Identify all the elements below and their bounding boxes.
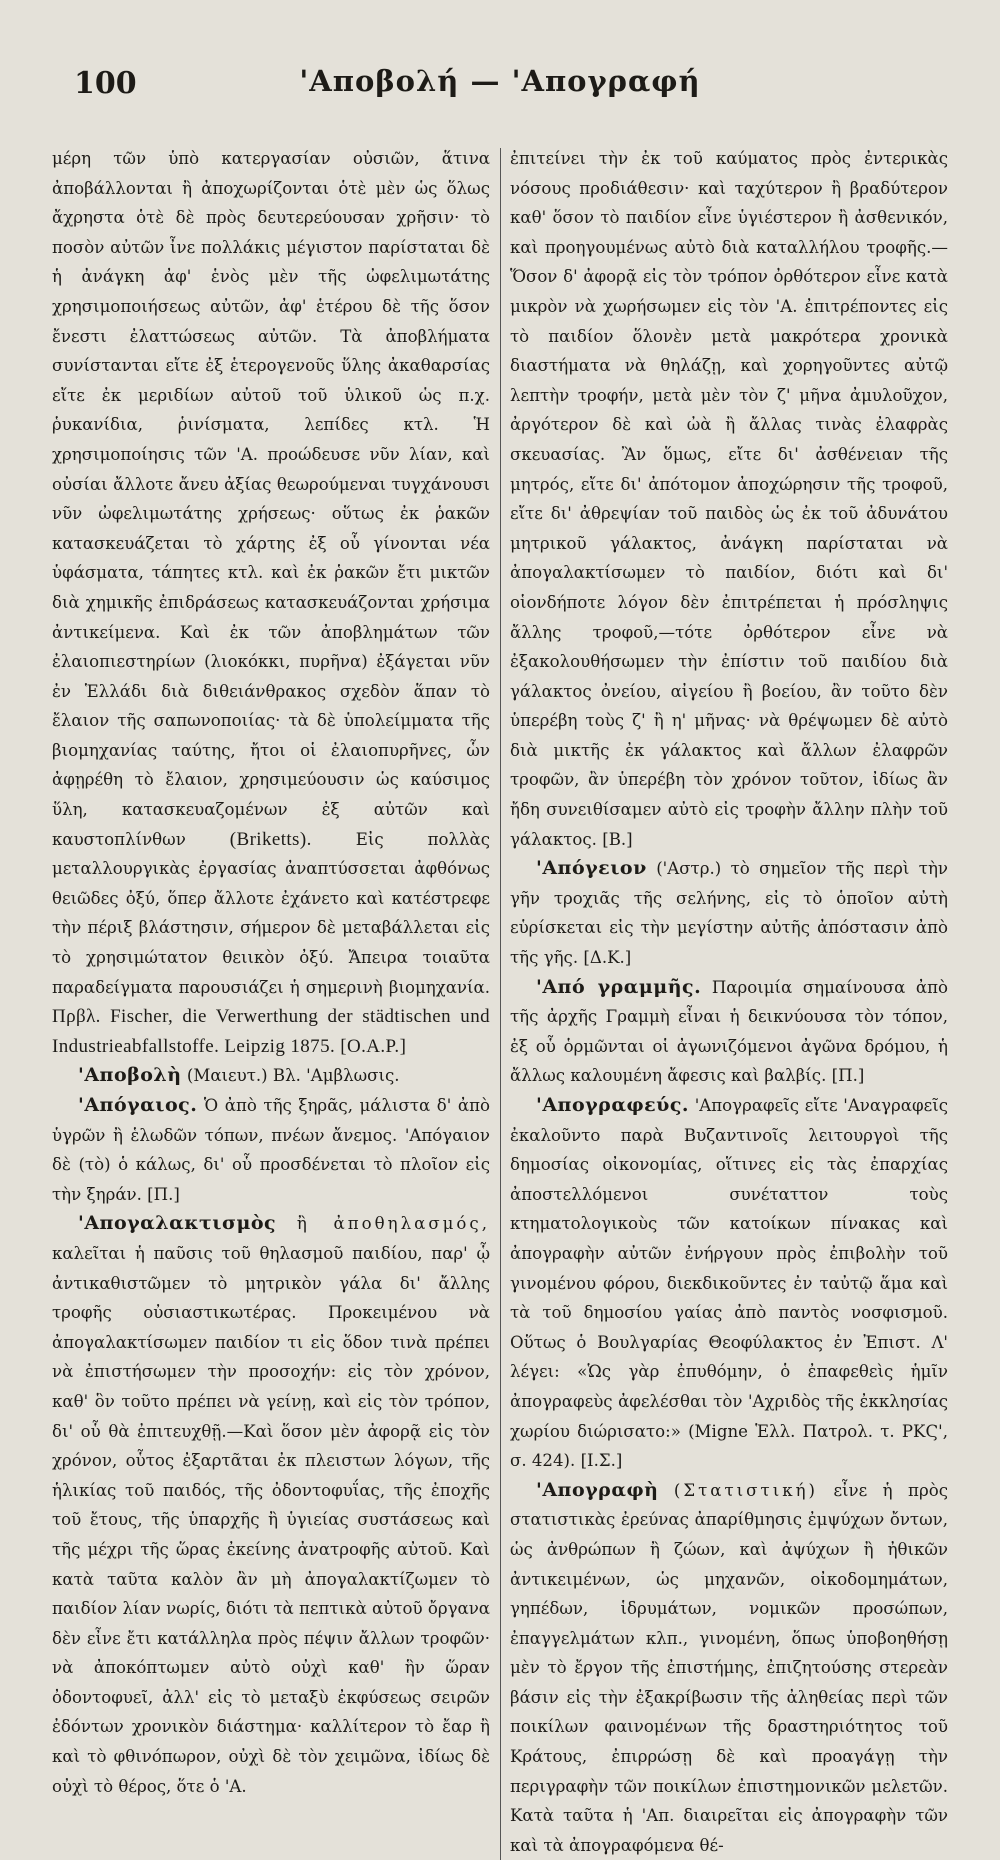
entry-text: 'Απογραφεῖς εἴτε 'Αναγραφεῖς ἐκαλοῦντο παρὰ Βυζαντινοῖς λειτουργοὶ τῆς δημοσίας οἰκονομίας, οἵτινες εἰς τὰς ἐπαρχίας ἀποστελλόμενοι συνέταττον τοὺς κτηματολογικοὺς τῶν κατοίκων πίνακας καὶ ἀπογραφὴν αὐτῶν ἐνήργουν πρὸς ἐπιβολὴν τοῦ γινομένου φόρου, διεκδικοῦντες ἐν ταὐτῷ ἅμα καὶ τὰ τοῦ δημοσίου γαίας ἀπὸ παντὸς νοσφισμοῦ. Οὕτως ὁ Βουλγαρίας Θεοφύλακτος ἐν Ἐπιστ. Λ' λέγει: «Ὡς γὰρ ἐπυθόμην, ὁ ἐπαφεθεὶς ἡμῖν ἀπογραφεὺς ἀφελέσθαι τὸν 'Αχριδὸς τῆς ἐκκλησίας χωρίου διώρισατο:» (Migne Ἑλλ. Πατρολ. τ. ΡΚϚ', σ. 424). [Ι.Σ.] bbox=[510, 1096, 948, 1471]
entry-text: εἶνε ἡ πρὸς στατιστικὰς ἐρεύνας ἀπαρίθμησις ἐμψύχων ὄντων, ὡς ἀνθρώπων ἢ ζώων, καὶ ἀψύχων ἢ ἠθικῶν ἀντικειμένων, ὡς μηχανῶν, οἰκοδομημάτων, γηπέδων, ἱδρυμάτων, νομικῶν προσώπων, ἐπαγγελμάτων κλπ., γινομένη, ὅπως ὑποβοηθήσῃ μὲν τὸ ἔργον τῆς ἐπιστήμης, ἐπιζητούσης στερεὰν βάσιν εἰς τὴν ἐξακρίβωσιν τῆς ἀληθείας περὶ τῶν ποικίλων φαινομένων τῆς δραστηριότητος τοῦ Κράτους, ἐπιρρώσῃ δὲ καὶ προαγάγῃ τὴν περιγραφὴν τῶν ποικίλων ἐπιστημονικῶν μελετῶν. Κατὰ ταῦτα ἡ 'Απ. διαιρεῖται εἰς ἀπογραφὴν τῶν καὶ τὰ ἀπογραφόμενα θέ- bbox=[510, 1480, 949, 1855]
entry-apo-grammis bbox=[510, 973, 948, 1091]
entry-text: ('Αστρ.) τὸ σημεῖον τῆς περὶ τὴν γῆν τροχιᾶς τῆς σελήνης, εἰς τὸ ὁποῖον αὐτὴ εὑρίσκεται εἰς τὴν μεγίστην αὐτῆς ἀπόστασιν ἀπὸ τῆς γῆς. [Δ.Κ.] bbox=[510, 859, 948, 968]
entry-text: Ὁ ἀπὸ τῆς ξηρᾶς, μάλιστα δ' ἀπὸ ὑγρῶν ἢ ἑλωδῶν τόπων, πνέων ἄνεμος. 'Απόγαιον δὲ (τὸ) ὁ κάλως, δι' οὗ προσδένεται τὸ πλοῖον εἰς τὴν ξηράν. [Π.] bbox=[52, 1096, 490, 1204]
text-columns bbox=[52, 144, 948, 1860]
entry-apogeion bbox=[510, 854, 948, 972]
entry-text: Παροιμία σημαίνουσα ἀπὸ τῆς ἀρχῆς Γραμμὴ εἶναι ἡ δεικνύουσα τὸν τόπον, ἐξ οὗ ὁρμῶνται οἱ ἀγωνιζόμενοι ἀγῶνα δρόμου, ἡ ἄλλως καλουμένη ἄφεσις καὶ βαλβίς. [Π.] bbox=[510, 977, 948, 1086]
column-divider bbox=[500, 148, 501, 1860]
entry-apovoli bbox=[52, 1061, 490, 1091]
entry-continuation bbox=[510, 144, 948, 854]
entry-apogalaktismos bbox=[52, 1209, 490, 1801]
continuation-text: ἐπιτείνει τὴν ἐκ τοῦ καύματος πρὸς ἐντερικὰς νόσους προδιάθεσιν· καὶ ταχύτερον ἢ βραδύτερον καθ' ὅσον τὸ παιδίον εἶνε ὑγιέστερον ἢ ἀσθενικόν, καὶ προηγουμένως αὐτὸ διὰ καταλλήλου τροφῆς.—Ὅσον δ' ἀφορᾷ εἰς τὸν τρόπον ὀρθότερον εἶνε κατὰ μικρὸν νὰ χωρήσωμεν εἰς τὸν 'Α. ἐπιτρέποντες εἰς τὸ παιδίον ὅλονὲν μετὰ μακρότερα χρονικὰ διαστήματα νὰ θηλάζῃ, καὶ χορηγοῦντες αὐτῷ λεπτὴν τροφήν, μετὰ μὲν τὸν ζ' μῆνα ἀμυλοῦχον, ἀργότερον δὲ καὶ ὠὰ ἢ ἄλλας τινὰς ἐλαφρὰς σκευασίας. Ἂν ὅμως, εἴτε δι' ἀσθένειαν τῆς μητρός, εἴτε δι' ἀπότομον ἀποχώρησιν τῆς τροφοῦ, εἴτε δι' ἀθρεψίαν τοῦ παιδὸς ὡς ἐκ τοῦ ἀδυνάτου μητρικοῦ γάλακτος, ἀνάγκη παρίσταται νὰ ἀπογαλακτίσωμεν τὸ παιδίον, διότι καὶ δι' οἱονδήποτε λόγον δὲν ἐπιτρέπεται ἡ πρόσληψις ἄλλης τροφοῦ,—τότε ὀρθότερον εἶνε νὰ ἐξακολουθήσωμεν τὴν ἐπίστιν τοῦ παιδίου διὰ γάλακτος ὀνείου, αἰγείου ἢ βοείου, ἂν τοῦτο δὲν ὑπερέβη τοὺς ζ' ἢ η' μῆνας· νὰ θρέψωμεν δὲ αὐτὸ διὰ μικτῆς ἐκ γάλακτος καὶ ἄλλων ἐλαφρῶν τροφῶν, ἂν ὑπερέβη τὸν χρόνον τοῦτον, ἰδίως ἂν ἤδη συνειθίσαμεν αὐτὸ εἰς τροφὴν ἄλλην πλὴν τοῦ γάλακτος. [Β.] bbox=[510, 149, 948, 849]
page-number: 100 bbox=[74, 66, 137, 101]
entry-text: (Μαιευτ.) Βλ. 'Αμβλωσις. bbox=[186, 1066, 400, 1086]
entry-apogaios bbox=[52, 1091, 490, 1209]
headword: 'Αποβολὴ bbox=[78, 1064, 182, 1087]
headword: 'Από γραμμῆς. bbox=[536, 975, 702, 998]
continuation-text-2: Εἰς πολλὰς μεταλλουργικὰς ἐργασίας ἀναπτύσσεται ἀφθόνως θειῶδες ὀξύ, ὅπερ ἄλλοτε ἐχάνετο καὶ κατέστρεφε τὴν πέριξ βλάστησιν, σήμερον δὲ μεταβάλλεται εἰς τὸ χρησιμώτατον θειικὸν ὀξύ. Ἄπειρα τοιαῦτα παραδείγματα παρουσιάζει ἡ σημερινὴ βιομηχανία. bbox=[52, 829, 491, 997]
bibliography-reference: Πρβλ. Fischer, die Verwerthung der städtischen und Industrieabfallstoffe. Leipzig 1875. [Ο.Α.Ρ.] bbox=[52, 1006, 490, 1057]
page-header bbox=[52, 60, 948, 116]
entry-continuation bbox=[52, 144, 490, 1061]
running-head: 'Αποβολή — 'Απογραφή bbox=[299, 64, 701, 98]
headword: 'Απογραφὴ bbox=[536, 1478, 659, 1501]
latin-term: (Briketts). bbox=[229, 828, 312, 850]
headword: 'Απογραφεύς. bbox=[536, 1094, 690, 1116]
headword: 'Απόγειον bbox=[536, 857, 647, 880]
headword: 'Απογαλακτισμὸς bbox=[78, 1212, 277, 1235]
subject-label: (Στατιστική) bbox=[673, 1480, 818, 1500]
alternate-term: ἢ ἀποθηλασμός, bbox=[296, 1214, 490, 1234]
continuation-text: μέρη τῶν ὑπὸ κατεργασίαν οὐσιῶν, ἅτινα ἀποβάλλονται ἢ ἀποχωρίζονται ὁτὲ μὲν ὡς ὅλως ἄχρηστα ὁτὲ δὲ πρὸς δευτερεύουσαν χρῆσιν· τὸ ποσὸν αὐτῶν ἶνε πολλάκις μέγιστον παρίσταται δὲ ἡ ἀνάγκη ἀφ' ἑνὸς μὲν τῆς ὠφελιμωτάτης χρησιμοποιήσεως αὐτῶν, ἀφ' ἑτέρου δὲ τῆς ὅσον ἔνεστι ἐλαττώσεως αὐτῶν. Τὰ ἀποβλήματα συνίστανται εἴτε ἐξ ἑτερογενοῦς ὕλης ἀκαθαρσίας εἴτε ἐκ μεριδίων αὐτοῦ τοῦ ὑλικοῦ ὡς π.χ. ῥυκανίδια, ῥινίσματα, λεπίδες κτλ. Ἡ χρησιμοποίησις τῶν 'Α. προώδευσε νῦν λίαν, καὶ οὐσίαι ἄλλοτε ἄνευ ἀξίας θεωρούμεναι τυγχάνουσι νῦν ὠφελιμωτάτης χρήσεως· οὕτως ἐκ ῥακῶν κατασκευάζεται τὸ χάρτης ἐξ οὗ γίνονται νέα ὑφάσματα, τάπητες κτλ. καὶ ἐκ ῥακῶν ἔτι μικτῶν διὰ χημικῆς ἐπιδράσεως κατασκευάζονται χρήσιμα ἀντικείμενα. Καὶ ἐκ τῶν ἀποβλημάτων τῶν ἐλαιοπιεστηρίων (λιοκόκκι, πυρῆνα) ἐξάγεται νῦν ἐν Ἑλλάδι διὰ διθειάνθρακος σχεδὸν ἅπαν τὸ ἔλαιον τῆς σαπωνοποιίας· τὰ δὲ ὑπολείμματα τῆς βιομηχανίας ταύτης, ἤτοι οἱ ἐλαιοπυρῆνες, ὧν ἀφῃρέθη τὸ ἔλαιον, χρησιμεύουσιν ὡς καύσιμος ὕλη, κατασκευαζομένων ἐξ αὐτῶν καὶ καυστοπλίνθων bbox=[52, 149, 490, 849]
headword: 'Απόγαιος. bbox=[78, 1094, 198, 1116]
entry-apografi bbox=[510, 1476, 948, 1860]
entry-apografeus bbox=[510, 1091, 948, 1476]
right-column bbox=[510, 144, 948, 1860]
left-column bbox=[52, 144, 490, 1860]
entry-text: καλεῖται ἡ παῦσις τοῦ θηλασμοῦ παιδίου, παρ' ᾧ ἀντικαθιστῶμεν τὸ μητρικὸν γάλα δι' ἄλλης τροφῆς οὐσιαστικωτέρας. Προκειμένου νὰ ἀπογαλακτίσωμεν παιδίον τι εἰς ὅδον τινὰ πρέπει νὰ ἐπιστήσωμεν τὴν προσοχήν: εἰς τὸν χρόνον, καθ' ὃν τοῦτο πρέπει νὰ γείνῃ, καὶ εἰς τὸν τρόπον, δι' οὗ θὰ ἐπιτευχθῇ.—Καὶ ὅσον μὲν ἀφορᾷ εἰς τὸν χρόνον, οὗτος ἐξαρτᾶται ἐκ πλειστων λόγων, τῆς ἡλικίας τοῦ παιδός, τῆς ὀδοντοφυΐας, τῆς ἐποχῆς τοῦ ἔτους, τῆς ὑπαρχῆς ἢ ὑγιείας συστάσεως καὶ τῆς μέχρι τῆς ὥρας ἐκείνης ἀνατροφῆς αὐτοῦ. Καὶ κατὰ ταῦτα καλὸν ἂν μὴ ἀπογαλακτίζωμεν τὸ παιδίον λίαν νωρίς, διότι τὰ πεπτικὰ αὐτοῦ ὄργανα δὲν εἶνε ἔτι κατάλληλα πρὸς πέψιν ἄλλων τροφῶν· νὰ ἀποκόπτωμεν αὐτὸ οὐχὶ καθ' ἣν ὥραν ὀδοντοφυεῖ, ἀλλ' εἰς τὸ μεταξὺ ἐκφύσεως σειρῶν ἐδόντων χρονικὸν διάστημα· καλλίτερον τὸ ἔαρ ἢ καὶ τὸ φθινόπωρον, οὐχὶ δὲ τὸν χειμῶνα, ἰδίως δὲ οὐχὶ τὸ θέρος, ὅτε ὁ 'Α. bbox=[52, 1243, 490, 1796]
